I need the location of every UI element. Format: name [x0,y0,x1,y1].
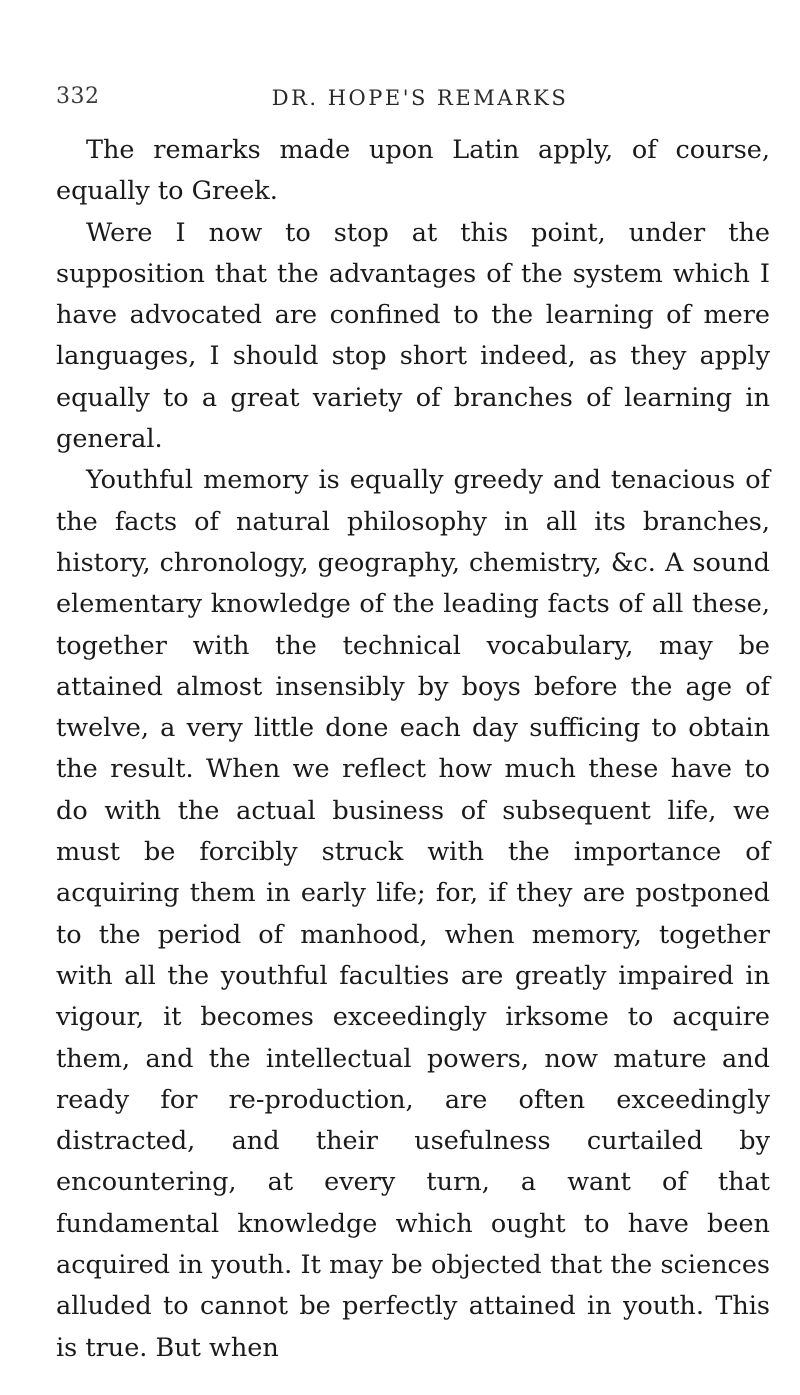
paragraph-3: Youthful memory is equally greedy and tenacious of the facts of natural philosophy in all its branches, history, chronology, geography, chemistry, &c. A sound elementary knowledge of the leading facts of all these, together with the technical vocabulary, may be attained almost insensibly by boys before the age of twelve, a very little done each day sufficing to obtain the result. When we reflect how much these have to do with the actual business of subsequent life, we must be forcibly struck with the importance of acquiring them in early life; for, if they are postponed to the period of manhood, when memory, together with all the youthful faculties are greatly impaired in vigour, it becomes exceedingly irksome to acquire them, and the intellectual powers, now mature and ready for re-production, are often exceedingly distracted, and their usefulness curtailed by encountering, at every turn, a want of that fundamental knowledge which ought to have been acquired in youth. It may be objected that the sciences alluded to cannot be perfectly attained in youth. This is true. But when [56,465,770,1363]
page-number: 332 [56,84,100,109]
body-text [56,130,770,1369]
paragraph-1: The remarks made upon Latin apply, of course, equally to Greek. [56,135,770,207]
paragraph-2: Were I now to stop at this point, under the supposition that the advantages of the system which I have advocated are confined to the learning of mere languages, I should stop short indeed, as they apply equally to a great variety of branches of learning in general. [56,217,770,455]
running-head: DR. HOPE'S REMARKS [271,86,569,110]
